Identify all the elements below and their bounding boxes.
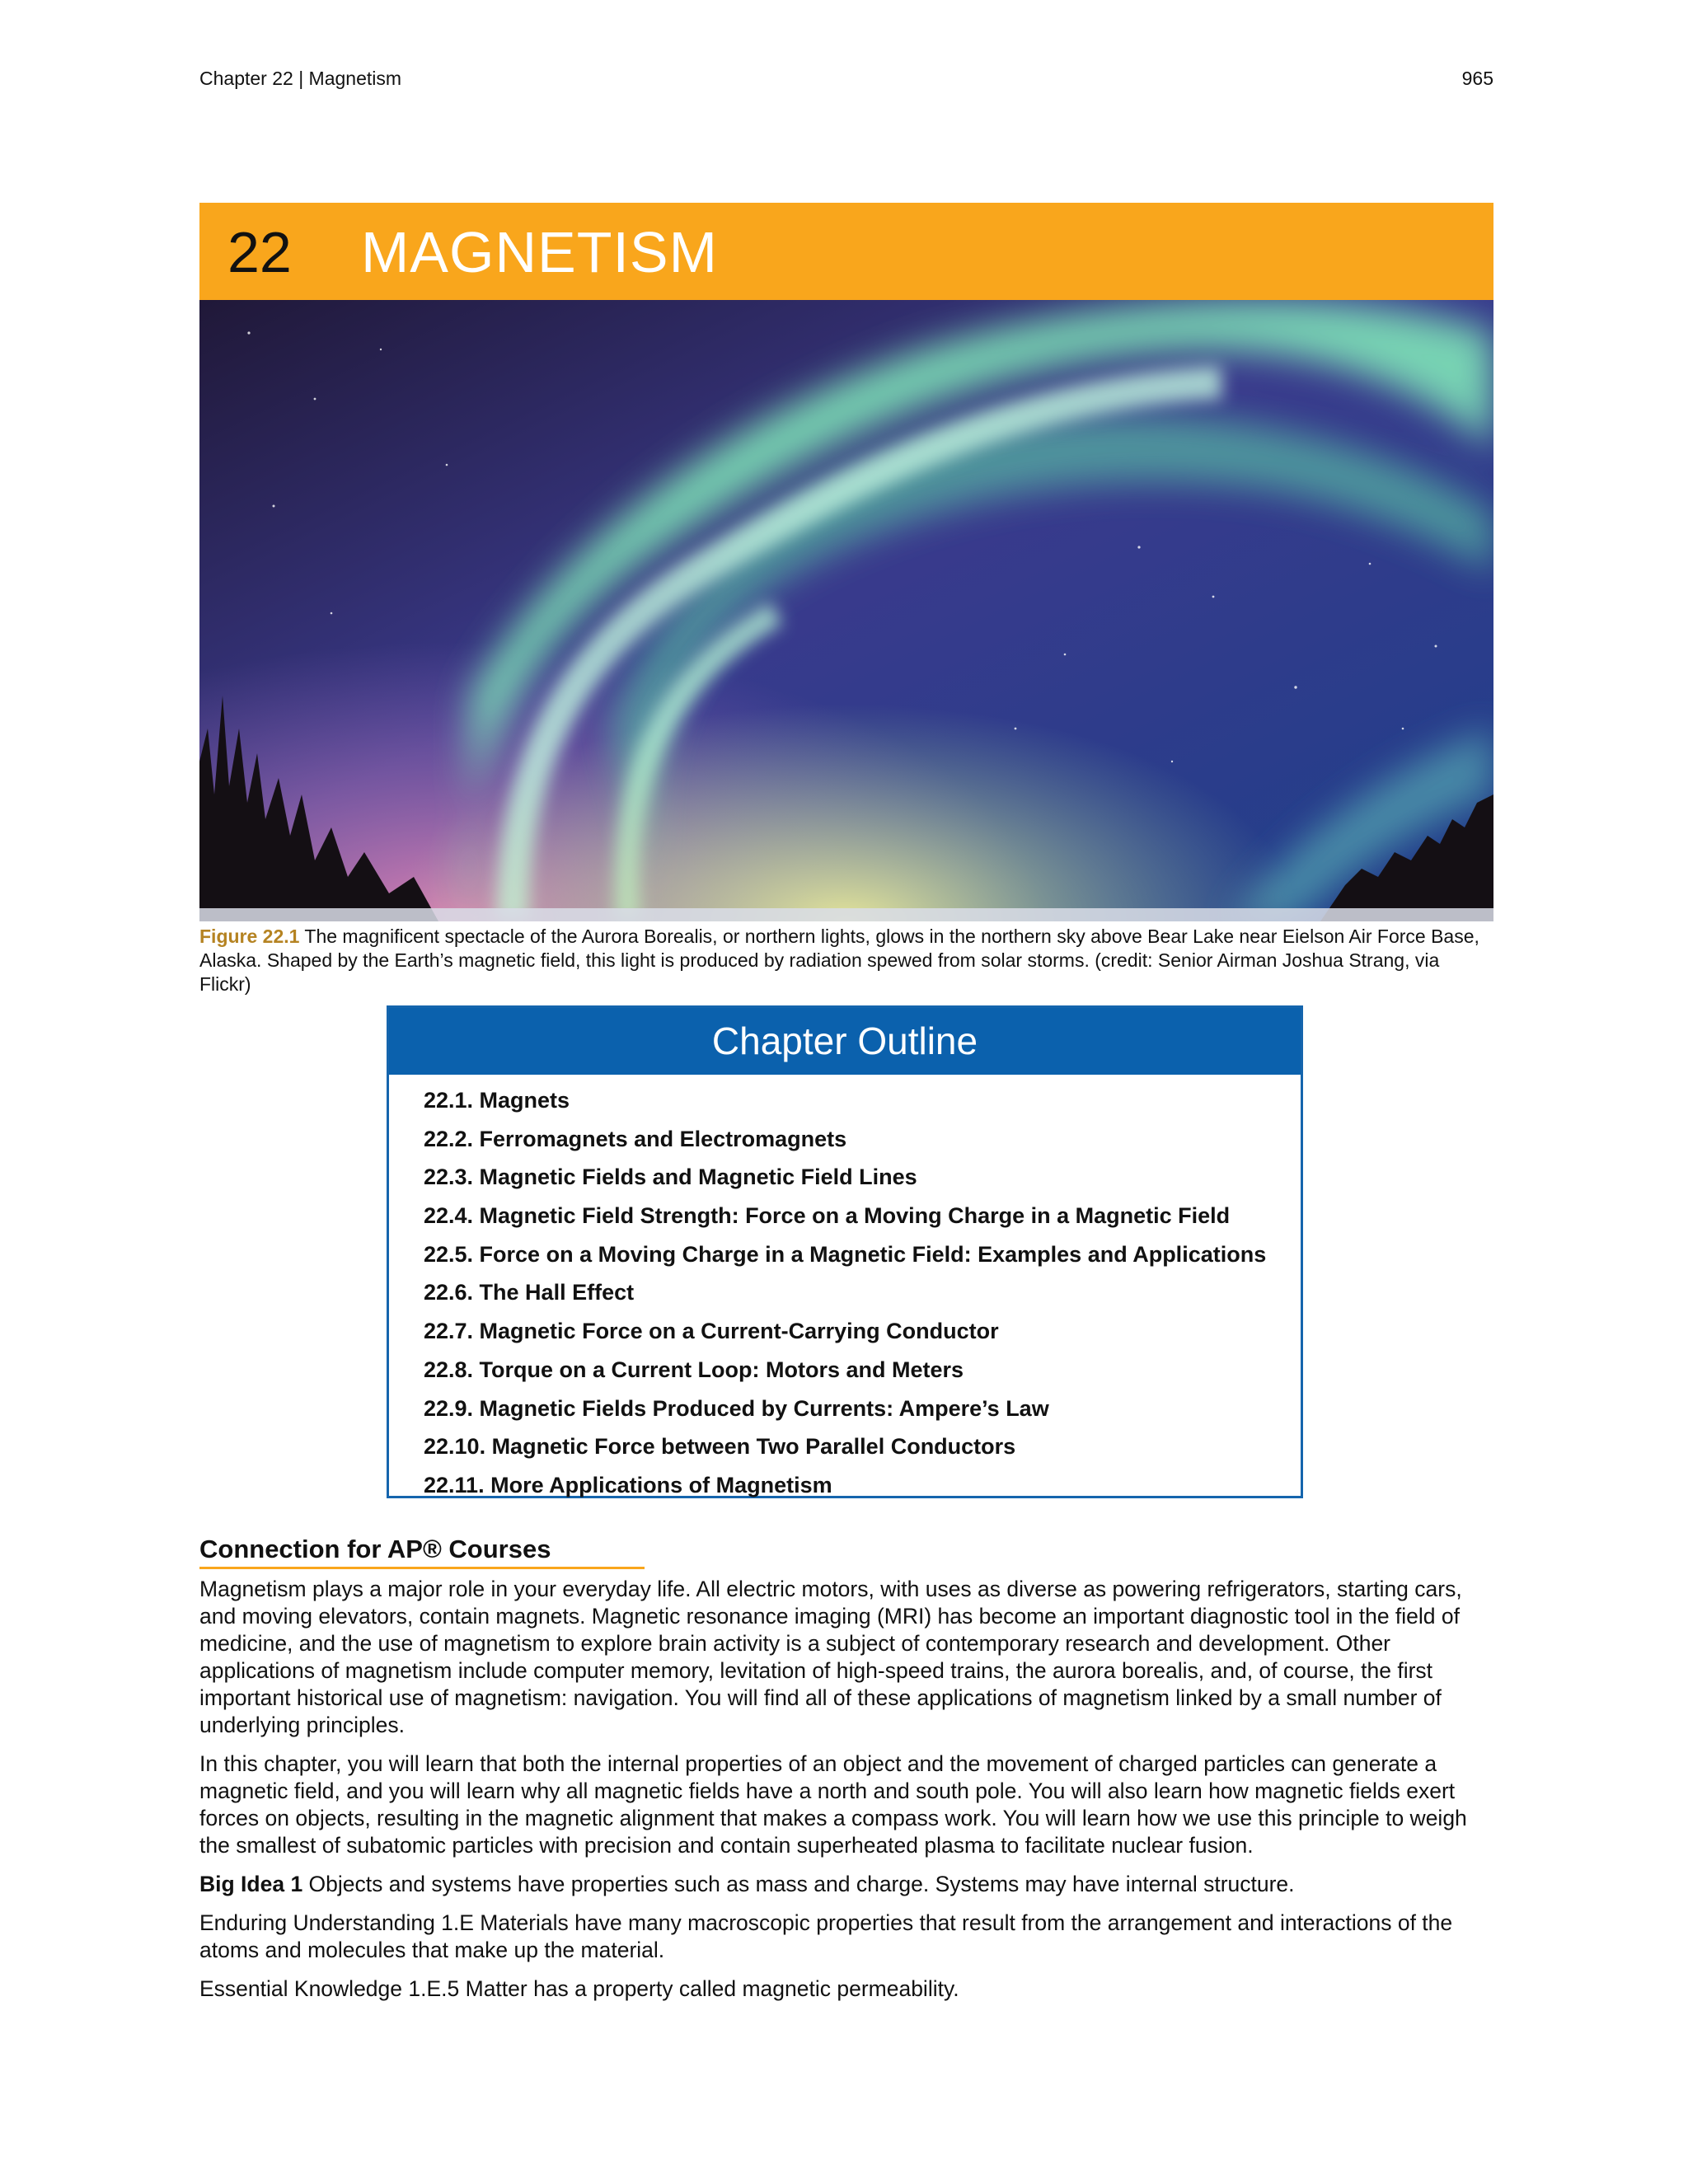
paragraph: Magnetism plays a major role in your everyday life. All electric motors, with uses as diverse as powering refrigerators, starting cars, and moving elevators, contain magnets. Magnetic resonance imaging (MRI) has become an important diagnostic tool in the field of medicine, and the use of magnetism to explore brain activity is a subject of contemporary research and development. Other applications of magnetism include computer memory, levitation of high-speed trains, the aurora borealis, and, of course, the first important historical use of magnetism: navigation. You will find all of these applications of magnetism linked by a small number of underlying principles. (199, 1577, 1462, 1737)
outline-item[interactable]: 22.3. Magnetic Fields and Magnetic Field Lines (424, 1165, 917, 1190)
chapter-number: 22 (227, 220, 292, 284)
outline-item[interactable]: 22.11. More Applications of Magnetism (424, 1472, 832, 1497)
section-heading: Connection for AP® Courses (199, 1535, 645, 1569)
big-idea-text: Objects and systems have properties such as mass and charge. Systems may have internal structure. (302, 1872, 1295, 1896)
chapter-title: MAGNETISM (361, 220, 718, 284)
figure-caption-text: The magnificent spectacle of the Aurora Borealis, or northern lights, glows in the northern sky above Bear Lake near Eielson Air Force Base, Alaska. Shaped by the Earth’s magnetic field, this light is produced by radiation spewed from solar storms. (credit: Senior Airman Joshua Strang, via Flickr) (199, 926, 1479, 995)
outline-item[interactable]: 22.5. Force on a Moving Charge in a Magnetic Field: Examples and Applications (424, 1241, 1267, 1267)
figure-label: Figure 22.1 (199, 926, 300, 947)
page-number: 965 (1461, 68, 1493, 89)
outline-item[interactable]: 22.8. Torque on a Current Loop: Motors and Meters (424, 1357, 964, 1382)
figure-caption (199, 925, 1493, 996)
big-idea (199, 1871, 1493, 1898)
paragraph: In this chapter, you will learn that both the internal properties of an object and the movement of charged particles can generate a magnetic field, and you will learn why all magnetic fields have a north and south pole. You will also learn how magnetic fields exert forces on objects, resulting in the magnetic alignment that makes a compass work. You will learn how we use this principle to weigh the smallest of subatomic particles with precision and contain superheated plasma to facilitate nuclear fusion. (199, 1751, 1467, 1858)
outline-item[interactable]: 22.7. Magnetic Force on a Current-Carrying Conductor (424, 1319, 999, 1344)
essential-knowledge: Essential Knowledge 1.E.5 Matter has a property called magnetic permeability. (199, 1976, 959, 2001)
outline-item[interactable]: 22.2. Ferromagnets and Electromagnets (424, 1126, 847, 1151)
big-idea-label: Big Idea 1 (199, 1872, 303, 1896)
outline-item[interactable]: 22.4. Magnetic Field Strength: Force on a Moving Charge in a Magnetic Field (424, 1203, 1231, 1229)
outline-list (389, 1075, 1301, 1505)
section-body (199, 1576, 1493, 2014)
outline-item[interactable]: 22.9. Magnetic Fields Produced by Currents: Ampere’s Law (424, 1395, 1049, 1421)
outline-item[interactable]: 22.1. Magnets (424, 1088, 570, 1113)
chapter-outline (387, 1005, 1303, 1498)
chapter-banner (199, 203, 1493, 300)
aurora-photo (199, 300, 1493, 921)
outline-item[interactable]: 22.6. The Hall Effect (424, 1280, 635, 1305)
enduring-understanding: Enduring Understanding 1.E Materials have many macroscopic properties that result from the arrangement and interactions of the atoms and molecules that make up the material. (199, 1910, 1453, 1962)
chapter-outline-title: Chapter Outline (389, 1008, 1301, 1075)
running-header (199, 68, 1493, 94)
outline-item[interactable]: 22.10. Magnetic Force between Two Parallel Conductors (424, 1434, 1016, 1460)
chapter-running-title: Chapter 22 | Magnetism (199, 68, 402, 89)
